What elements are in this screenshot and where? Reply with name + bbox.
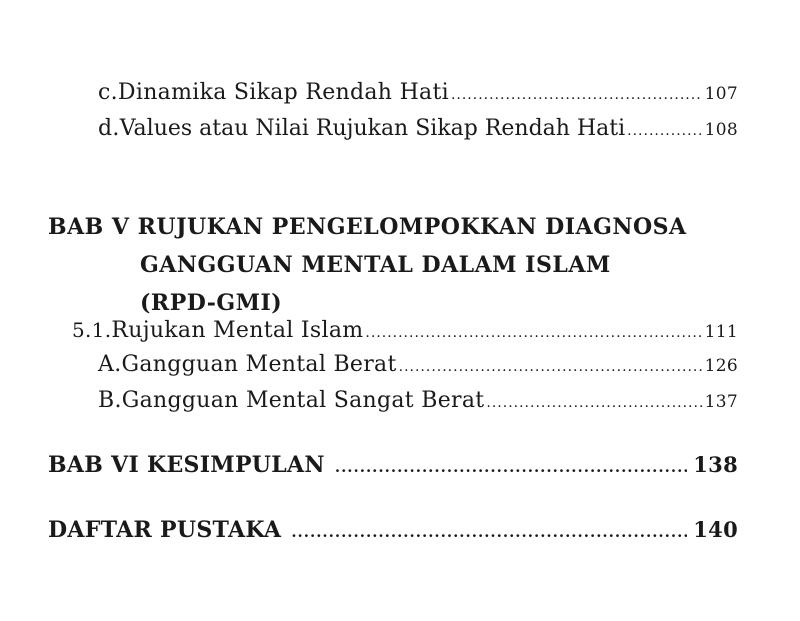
entry-title: Gangguan Mental Sangat Berat bbox=[121, 388, 485, 413]
bab-v-heading bbox=[48, 208, 687, 322]
page-number: 107 bbox=[704, 84, 738, 104]
toc-entry-c bbox=[98, 80, 738, 105]
page-number: 140 bbox=[693, 517, 738, 542]
entry-label: B. bbox=[98, 388, 122, 413]
entry-title: Dinamika Sikap Rendah Hati bbox=[117, 80, 449, 105]
bab-v-line2: GANGGUAN MENTAL DALAM ISLAM bbox=[140, 252, 611, 278]
page-number: 138 bbox=[693, 452, 738, 477]
entry-title: Rujukan Mental Islam bbox=[111, 318, 364, 343]
toc-entry-5-1 bbox=[72, 318, 738, 343]
leader-dots bbox=[627, 123, 703, 139]
bab-v-line3: (RPD-GMI) bbox=[140, 290, 283, 316]
page-number: 111 bbox=[704, 322, 738, 342]
entry-title: Values atau Nilai Rujukan Sikap Rendah Hati bbox=[119, 116, 626, 141]
page-number: 126 bbox=[704, 356, 738, 376]
toc-entry-daftar-pustaka bbox=[48, 517, 738, 543]
leader-dots bbox=[335, 458, 687, 476]
entry-label: c. bbox=[98, 80, 118, 105]
entry-label: 5.1. bbox=[72, 318, 112, 342]
leader-dots bbox=[291, 523, 687, 541]
toc-entry-d bbox=[98, 116, 738, 141]
toc-entry-A bbox=[98, 352, 738, 377]
entry-title: DAFTAR PUSTAKA bbox=[48, 517, 282, 543]
leader-dots bbox=[365, 325, 702, 341]
leader-dots bbox=[451, 87, 703, 103]
bab-v-line1: BAB V RUJUKAN PENGELOMPOKKAN DIAGNOSA bbox=[48, 214, 687, 240]
toc-entry-B bbox=[98, 388, 738, 413]
entry-label: A. bbox=[98, 352, 122, 377]
entry-title: Gangguan Mental Berat bbox=[121, 352, 397, 377]
page-number: 137 bbox=[704, 392, 738, 412]
leader-dots bbox=[399, 359, 703, 375]
page-number: 108 bbox=[704, 120, 738, 140]
entry-label: d. bbox=[98, 116, 120, 141]
entry-title: BAB VI KESIMPULAN bbox=[48, 452, 325, 478]
leader-dots bbox=[486, 395, 702, 411]
toc-entry-bab-vi bbox=[48, 452, 738, 478]
